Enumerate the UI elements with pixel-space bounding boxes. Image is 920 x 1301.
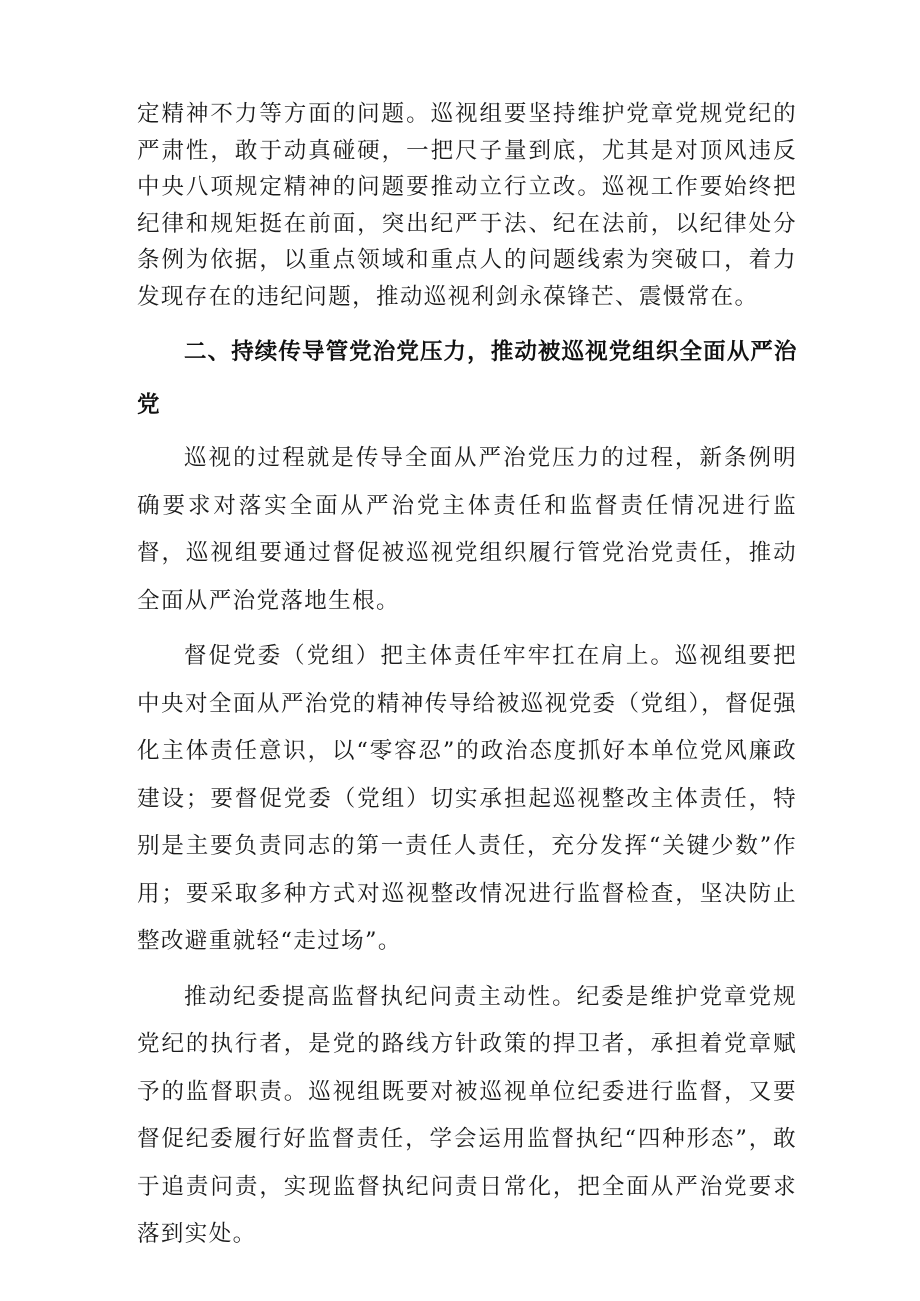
body-paragraph: 巡视的过程就是传导全面从严治党压力的过程，新条例明确要求对落实全面从严治党主体责任和监督责任情况进行监督，巡视组要通过督促被巡视党组织履行管党治党责任，推动全面从严治党落地生根。 <box>137 445 797 614</box>
continuation-paragraph: 定精神不力等方面的问题。巡视组要坚持维护党章党规党纪的严肃性，敢于动真碰硬，一把尺子量到底，尤其是对顶风违反中央八项规定精神的问题要推动立行立改。巡视工作要始终把纪律和规矩挺在前面，突出纪严于法、纪在法前，以纪律处分条例为依据，以重点领域和重点人的问题线索为突破口，着力发现存在的违纪问题，推动巡视利剑永葆锋芒、震慑常在。 <box>137 101 797 310</box>
document-page <box>137 96 797 1259</box>
body-paragraph: 督促党委（党组）把主体责任牢牢扛在肩上。巡视组要把中央对全面从严治党的精神传导给被巡视党委（党组），督促强化主体责任意识，以“零容忍”的政治态度抓好本单位党风廉政建设；要督促党委（党组）切实承担起巡视整改主体责任，特别是主要负责同志的第一责任人责任，充分发挥“关键少数”作用；要采取多种方式对巡视整改情况进行监督检查，坚决防止整改避重就轻“走过场”。 <box>137 643 797 954</box>
section-heading: 二、持续传导管党治党压力，推动被巡视党组织全面从严治党 <box>137 339 797 418</box>
body-paragraph: 推动纪委提高监督执纪问责主动性。纪委是维护党章党规党纪的执行者，是党的路线方针政策的捍卫者，承担着党章赋予的监督职责。巡视组既要对被巡视单位纪委进行监督，又要督促纪委履行好监督责任，学会运用监督执纪“四种形态”，敢于追责问责，实现监督执纪问责日常化，把全面从严治党要求落到实处。 <box>137 983 797 1247</box>
